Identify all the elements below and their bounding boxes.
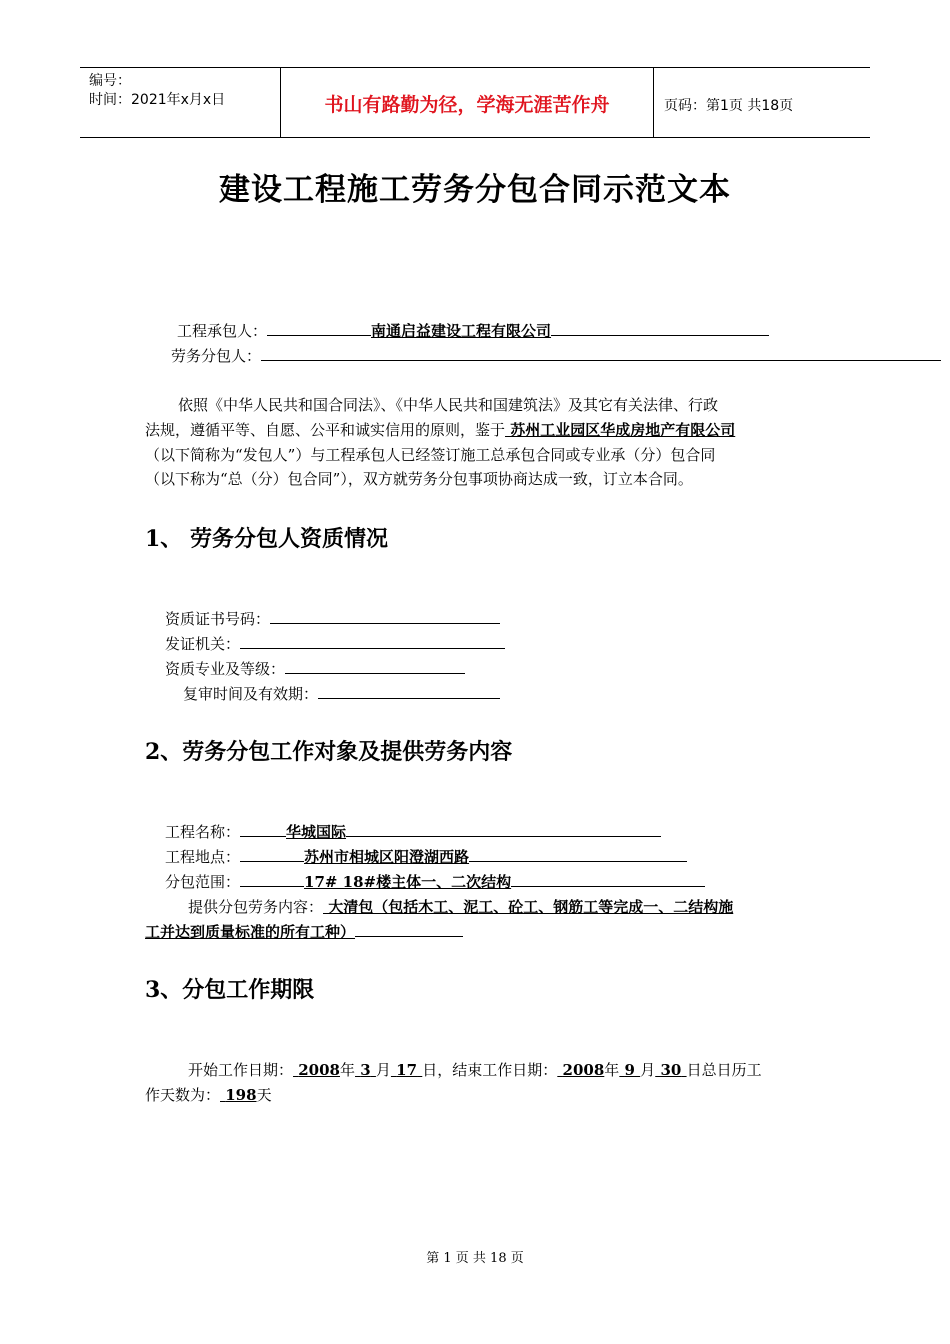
blank-line bbox=[261, 345, 941, 361]
total-days-value: 198 bbox=[225, 1086, 257, 1104]
project-site-line bbox=[165, 846, 687, 867]
time-label: 时间：2021年x月x日 bbox=[89, 92, 226, 108]
number-label: 编号： bbox=[89, 73, 131, 89]
issuer-label: 发证机关： bbox=[165, 635, 241, 653]
blank-line bbox=[346, 821, 661, 837]
header-motto: 书山有路勤为径，学海无涯苦作舟 bbox=[324, 94, 610, 116]
review-line bbox=[183, 683, 500, 704]
scope-line bbox=[165, 871, 705, 892]
labor-content-value-cont: 工并达到质量标准的所有工种） bbox=[145, 923, 356, 941]
month-unit: 月 bbox=[640, 1061, 656, 1079]
total-days-line bbox=[145, 1085, 272, 1105]
year-unit: 年 bbox=[340, 1061, 356, 1079]
blank-line bbox=[318, 683, 500, 699]
period-line bbox=[188, 1060, 762, 1080]
blank-line bbox=[240, 871, 304, 887]
header-meta bbox=[89, 72, 225, 110]
document-title: 建设工程施工劳务分包合同示范文本 bbox=[219, 172, 731, 208]
header-divider bbox=[653, 68, 654, 137]
month-unit: 月 bbox=[375, 1061, 391, 1079]
labor-content-line-2 bbox=[145, 921, 463, 942]
intro-line-4: （以下称为“总（分）包合同”），双方就劳务分包事项协商达成一致，订立本合同。 bbox=[145, 470, 693, 488]
project-site-label: 工程地点： bbox=[165, 848, 241, 866]
grade-label: 资质专业及等级： bbox=[165, 660, 286, 678]
labor-content-value: 大清包（包括木工、泥工、砼工、钢筋工等完成一、二结构施 bbox=[323, 898, 734, 916]
start-date-label: 开始工作日期： bbox=[188, 1061, 294, 1079]
total-days-label: 总日历工 bbox=[701, 1061, 762, 1079]
section-3-heading: 3、分包工作期限 bbox=[145, 977, 315, 1003]
blank-line bbox=[240, 846, 304, 862]
start-day: 17 bbox=[396, 1061, 418, 1079]
end-month: 9 bbox=[624, 1061, 635, 1079]
blank-line bbox=[270, 608, 500, 624]
start-month: 3 bbox=[360, 1061, 371, 1079]
intro-text: 法规，遵循平等、自愿、公平和诚实信用的原则，鉴于 bbox=[145, 421, 506, 439]
start-year: 2008 bbox=[298, 1061, 340, 1079]
contractor-value: 南通启益建设工程有限公司 bbox=[371, 322, 552, 340]
blank-line bbox=[240, 821, 286, 837]
blank-line bbox=[285, 658, 465, 674]
intro-line-1: 依照《中华人民共和国合同法》、《中华人民共和国建筑法》及其它有关法律、行政 bbox=[178, 396, 719, 414]
header-page-code: 页码：第1页 共18页 bbox=[664, 98, 794, 114]
cert-no-line bbox=[165, 608, 500, 629]
days-unit: 天 bbox=[256, 1086, 272, 1104]
employer-company: 苏州工业园区华成房地产有限公司 bbox=[505, 421, 736, 439]
end-date-label: ，结束工作日期： bbox=[437, 1061, 558, 1079]
section-2-heading: 2、劳务分包工作对象及提供劳务内容 bbox=[145, 739, 513, 765]
project-site-value: 苏州市相城区阳澄湖西路 bbox=[304, 848, 470, 866]
intro-line-3: （以下简称为“发包人”）与工程承包人已经签订施工总承包合同或专业承（分）包合同 bbox=[145, 446, 716, 464]
blank-line bbox=[267, 320, 371, 336]
project-name-label: 工程名称： bbox=[165, 823, 241, 841]
blank-line bbox=[551, 320, 769, 336]
end-day: 30 bbox=[660, 1061, 682, 1079]
page-footer: 第 1 页 共 18 页 bbox=[426, 1251, 524, 1266]
project-name-line bbox=[165, 821, 661, 842]
blank-line bbox=[355, 921, 463, 937]
labor-content-label: 提供分包劳务内容： bbox=[188, 898, 324, 916]
day-unit: 日 bbox=[422, 1061, 438, 1079]
year-unit: 年 bbox=[604, 1061, 620, 1079]
day-unit: 日 bbox=[686, 1061, 702, 1079]
review-label: 复审时间及有效期： bbox=[183, 685, 319, 703]
blank-line bbox=[511, 871, 705, 887]
issuer-line bbox=[165, 633, 505, 654]
intro-line-2 bbox=[145, 420, 735, 440]
scope-value: 17# 18#楼主体一、二次结构 bbox=[304, 873, 512, 891]
total-days-label-cont: 作天数为： bbox=[145, 1086, 221, 1104]
section-1-heading: 1、 劳务分包人资质情况 bbox=[145, 526, 388, 552]
page-header bbox=[80, 67, 870, 138]
labor-content-line bbox=[188, 897, 733, 917]
blank-line bbox=[240, 633, 505, 649]
contractor-line bbox=[177, 320, 769, 341]
cert-no-label: 资质证书号码： bbox=[165, 610, 271, 628]
project-name-value: 华城国际 bbox=[286, 823, 347, 841]
blank-line bbox=[469, 846, 687, 862]
subcontractor-label: 劳务分包人： bbox=[171, 347, 262, 365]
scope-label: 分包范围： bbox=[165, 873, 241, 891]
end-year: 2008 bbox=[562, 1061, 605, 1079]
grade-line bbox=[165, 658, 465, 679]
contractor-label: 工程承包人： bbox=[177, 322, 268, 340]
subcontractor-line bbox=[171, 345, 941, 366]
